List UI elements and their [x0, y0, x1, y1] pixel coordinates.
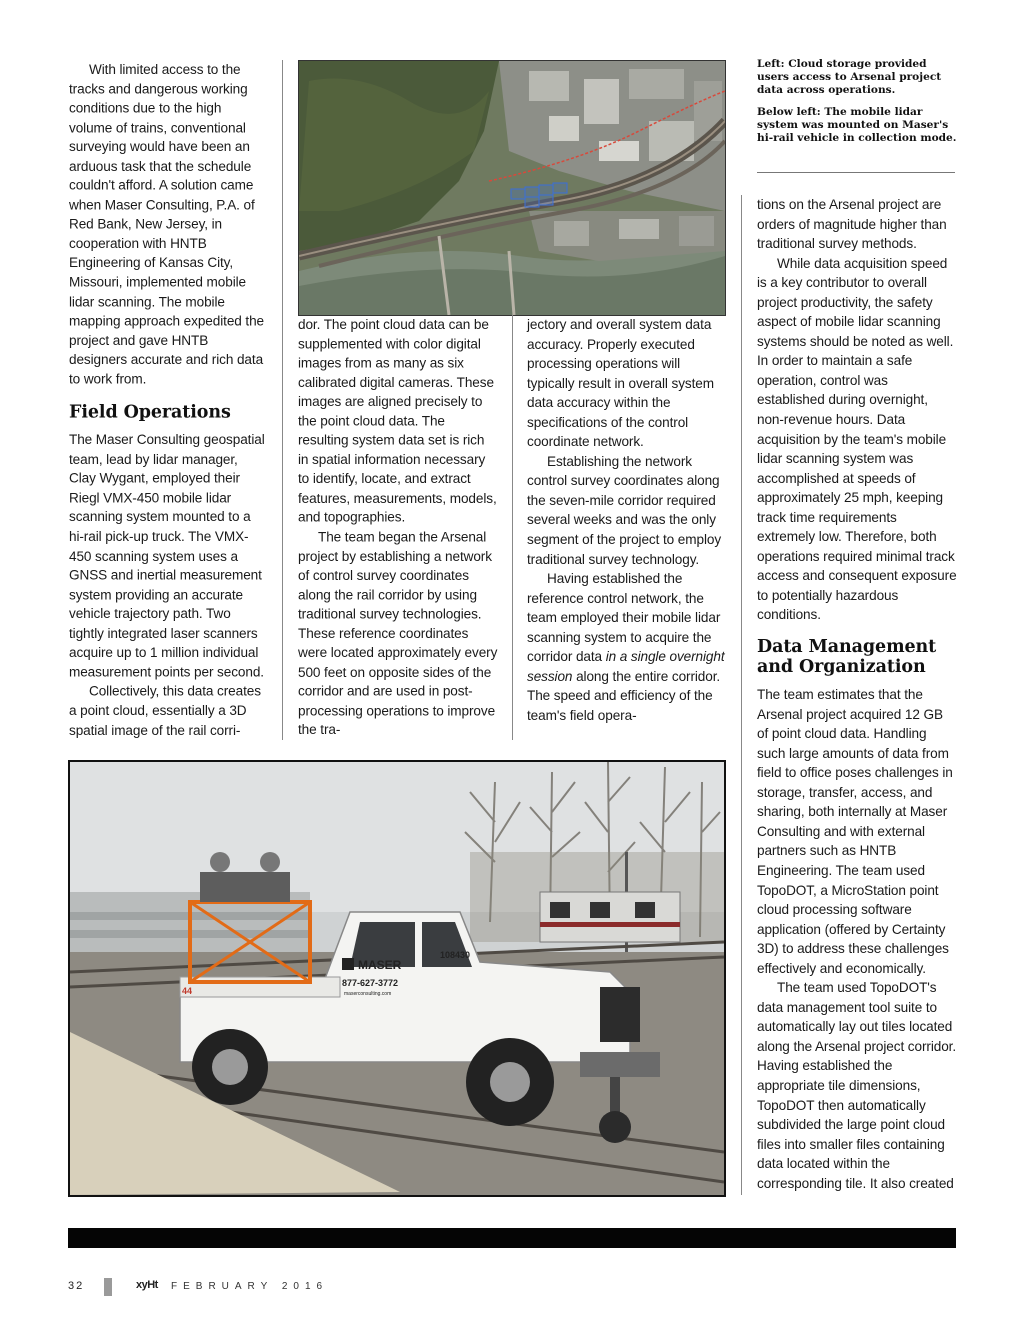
column-divider — [741, 195, 742, 1195]
text-run: along the entire corridor. The speed and efficiency of the team's field opera- — [527, 668, 721, 723]
paragraph: tions on the Arsenal project are orders of magnitude higher than traditional survey methods. — [757, 197, 947, 252]
column-divider — [512, 315, 513, 740]
footer-bar — [68, 1228, 956, 1248]
paragraph: jectory and overall system data accuracy. Properly executed processing operations will typically result in overall system data accuracy within the specifications of the control coordinate network. — [527, 317, 714, 450]
paragraph: The team estimates that the Arsenal project acquired 12 GB of point cloud data. Handling such large amounts of data from field to office poses challenges in storage, transfer, access, and sharing, both internally at Maser Consulting and with external partners such as HNTB Engineering. The team used TopoDOT, a MicroStation point cloud processing software application (offered by Certainty 3D) to address these challenges effectively and economically. — [757, 687, 953, 976]
emphasis-text: in a single overnight session — [527, 649, 725, 684]
article-column-1 — [69, 60, 265, 740]
paragraph: dor. The point cloud data can be supplemented with color digital images from as many as six calibrated digital cameras. These images are aligned precisely to the point cloud data. The resulting system data set is rich in spatial information necessary to identify, locate, and extract features, measurements, models, and topographies. — [298, 316, 497, 526]
caption-divider — [757, 172, 955, 173]
caption-left: Left: Cloud storage provided users access to Arsenal project data across operations. — [757, 58, 942, 96]
rear-number-text: 44 — [182, 986, 193, 996]
aerial-map-graphic — [299, 61, 725, 315]
section-heading-field-operations: Field Operations — [69, 402, 231, 423]
door-phone-text: 877-627-3772 — [342, 978, 399, 988]
maser-logo-icon — [342, 958, 354, 970]
photo-captions — [757, 58, 957, 154]
paragraph — [527, 569, 727, 725]
article-column-2 — [298, 315, 498, 740]
issue-date: FEBRUARY 2016 — [171, 1281, 329, 1292]
article-column-3 — [527, 315, 727, 725]
door-brand-text: MASER — [358, 958, 402, 972]
article-column-4 — [757, 195, 957, 1193]
paragraph: With limited access to the tracks and dangerous working conditions due to the high volume of trains, conventional surveying would have been an arduous task that the schedule couldn't afford. A solution came when Maser Consulting, P.A. of Red Bank, New Jersey, in cooperation with HNTB Engineering of Kansas City, Missouri, implemented mobile lidar scanning. The mobile mapping approach expedited the project and gave HNTB designers accurate and rich data to work from. — [69, 61, 265, 387]
paragraph: The team began the Arsenal project by establishing a network of control survey coordinates along the rail corridor by using traditional survey technologies. These reference coordinates were located approximately every 500 feet on opposite sides of the corridor and are used in post-processing operations to improve the tra- — [298, 529, 498, 738]
magazine-brand: xyHt — [136, 1279, 158, 1291]
section-heading-data-management: Data Management and Organization — [757, 637, 937, 678]
paragraph: Collectively, this data creates a point cloud, essentially a 3D spatial image of the rail corri- — [69, 683, 261, 738]
page-number: 32 — [68, 1280, 85, 1292]
text-run: Having established the reference control network, the team employed their mobile lidar scanning system to acquire the corridor data — [527, 571, 721, 665]
aerial-map-photo — [298, 60, 726, 316]
door-site-text: maserconsulting.com — [344, 991, 392, 997]
paragraph: The Maser Consulting geospatial team, lead by lidar manager, Clay Wygant, employed their Riegl VMX-450 mobile lidar scanning system mounted to a hi-rail pick-up truck. The VMX-450 scanning system uses a GNSS and inertial measurement system providing an accurate vehicle trajectory path. Two tightly integrated laser scanners acquire up to 1 million individual measurement points per second. — [69, 432, 265, 680]
footer-marker — [104, 1278, 112, 1296]
caption-below-left: Below left: The mobile lidar system was mounted on Maser's hi-rail vehicle in collection mode. — [757, 106, 957, 144]
truck-illustration — [70, 762, 724, 1195]
hi-rail-truck-photo — [68, 760, 726, 1197]
column-divider — [282, 60, 283, 740]
paragraph: The team used TopoDOT's data management tool suite to automatically lay out tiles located along the Arsenal project corridor. Having established the appropriate tile dimensions, TopoDOT then automatically subdivided the large point cloud files into smaller files containing data located within the corresponding tile. It also created — [757, 980, 957, 1191]
paragraph: Establishing the network control survey coordinates along the seven-mile corridor required several weeks and was the only segment of the project to employ traditional survey technology. — [527, 453, 722, 567]
fleet-number-text: 108430 — [440, 950, 471, 960]
paragraph: While data acquisition speed is a key contributor to overall project productivity, the safety aspect of mobile lidar scanning systems should be noted as well. In order to maintain a safe operation, control was established during overnight, non-revenue hours. Data acquisition by the team's mobile lidar scanning system was accomplished at speeds of approximately 25 mph, keeping track time requirements extremely low. Therefore, both operations required minimal track access and consequent exposure to potentially hazardous conditions. — [757, 255, 957, 623]
